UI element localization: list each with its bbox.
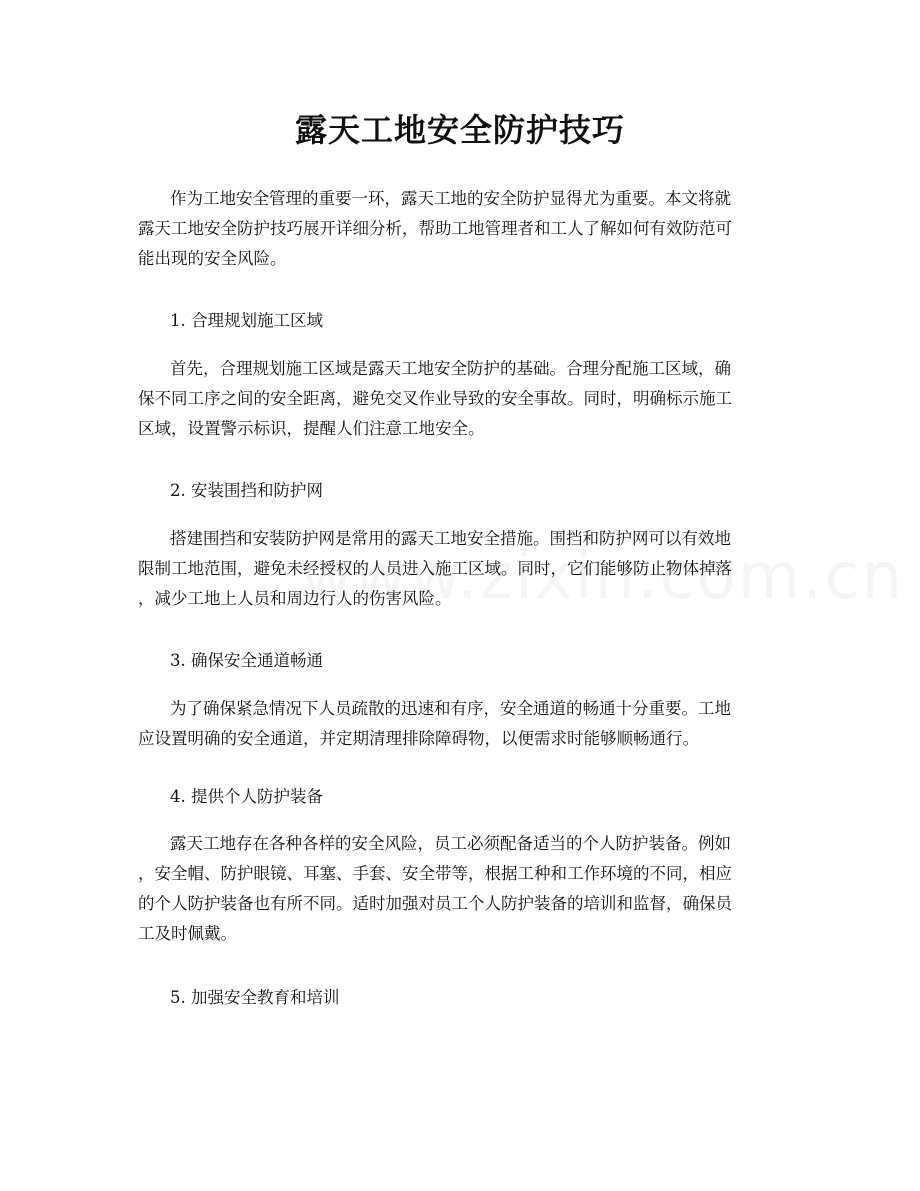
section-paragraph-1: [138, 354, 782, 444]
paragraph-line: 搭建围挡和安装防护网是常用的露天工地安全措施。围挡和防护网可以有效地: [170, 529, 731, 548]
paragraph-line: ，安全帽、防护眼镜、耳塞、手套、安全带等，根据工种和工作环境的不同，相应: [138, 864, 732, 883]
section-paragraph-2: [138, 524, 782, 614]
section-heading-3: 3. 确保安全通道畅通: [170, 651, 323, 670]
section-heading-5: 5. 加强安全教育和培训: [170, 988, 340, 1007]
paragraph-line: 为了确保紧急情况下人员疏散的迅速和有序，安全通道的畅通十分重要。工地: [170, 699, 731, 718]
paragraph-line: ，减少工地上人员和周边行人的伤害风险。: [138, 589, 452, 608]
section-heading-1: 1. 合理规划施工区域: [170, 311, 323, 330]
paragraph-line: 作为工地安全管理的重要一环，露天工地的安全防护显得尤为重要。本文将就: [170, 189, 731, 208]
section-heading-4: 4. 提供个人防护装备: [170, 787, 323, 806]
paragraph-line: 工及时佩戴。: [138, 924, 237, 943]
section-paragraph-4: [138, 829, 782, 949]
paragraph-line: 限制工地范围，避免未经授权的人员进入施工区域。同时，它们能够防止物体掉落: [138, 559, 732, 578]
paragraph-line: 区域，设置警示标识，提醒人们注意工地安全。: [138, 419, 485, 438]
paragraph-line: 首先，合理规划施工区域是露天工地安全防护的基础。合理分配施工区域，确: [170, 359, 731, 378]
paragraph-line: 能出现的安全风险。: [138, 249, 287, 268]
paragraph-line: 应设置明确的安全通道，并定期清理排除障碍物，以便需求时能够顺畅通行。: [138, 729, 699, 748]
paragraph-line: 保不同工序之间的安全距离，避免交叉作业导致的安全事故。同时，明确标示施工: [138, 389, 732, 408]
intro-paragraph: [138, 184, 782, 274]
section-paragraph-3: [138, 694, 782, 754]
paragraph-line: 的个人防护装备也有所不同。适时加强对员工个人防护装备的培训和监督，确保员: [138, 894, 732, 913]
paragraph-line: 露天工地存在各种各样的安全风险，员工必须配备适当的个人防护装备。例如: [170, 834, 731, 853]
section-heading-2: 2. 安装围挡和防护网: [170, 481, 323, 500]
document-title: 露天工地安全防护技巧: [294, 111, 625, 149]
paragraph-line: 露天工地安全防护技巧展开详细分析，帮助工地管理者和工人了解如何有效防范可: [138, 219, 732, 238]
